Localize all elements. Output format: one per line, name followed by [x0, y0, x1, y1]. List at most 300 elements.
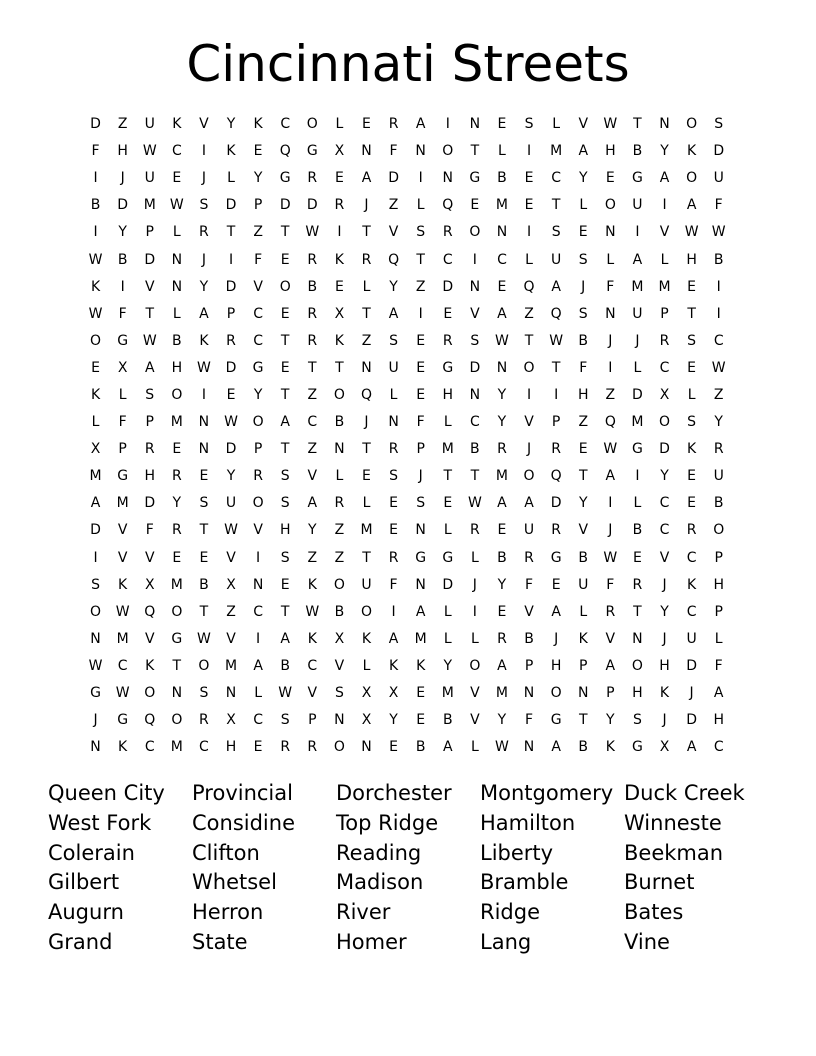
grid-letter: E	[334, 170, 344, 187]
grid-letter: G	[442, 359, 454, 376]
grid-letter: Y	[660, 468, 669, 485]
grid-letter: N	[469, 386, 481, 403]
grid-letter: J	[635, 332, 640, 349]
word-bank-item: Whetsel	[192, 870, 277, 895]
grid-letter: A	[442, 739, 453, 756]
grid-letter: Z	[334, 522, 345, 539]
grid-letter: C	[171, 143, 182, 160]
grid-letter: W	[495, 739, 509, 756]
grid-letter: H	[279, 522, 291, 539]
grid-letter: M	[631, 414, 644, 431]
grid-letter: T	[633, 603, 642, 620]
grid-letter: E	[687, 278, 697, 295]
grid-letter: V	[578, 116, 589, 133]
grid-letter: Q	[144, 712, 156, 729]
grid-row	[82, 301, 732, 328]
grid-letter: Z	[117, 116, 128, 133]
grid-letter: F	[389, 143, 398, 160]
grid-letter: N	[90, 739, 101, 756]
grid-letter: M	[224, 657, 238, 674]
grid-letter: V	[117, 549, 128, 566]
grid-letter: G	[252, 359, 264, 376]
grid-letter: L	[525, 251, 533, 268]
grid-letter: N	[361, 359, 372, 376]
grid-letter: U	[686, 630, 697, 647]
grid-letter: L	[470, 630, 479, 647]
grid-letter: T	[172, 657, 182, 674]
grid-letter: F	[606, 576, 615, 593]
grid-letter: E	[199, 549, 209, 566]
grid-letter: D	[144, 495, 156, 512]
grid-letter: Q	[550, 468, 562, 485]
grid-letter: R	[686, 522, 697, 539]
grid-letter: V	[659, 224, 670, 241]
grid-letter: B	[117, 251, 128, 268]
grid-letter: P	[524, 657, 534, 674]
word-bank-item: Augurn	[48, 900, 124, 925]
grid-letter: A	[144, 359, 155, 376]
grid-letter: O	[171, 603, 183, 620]
grid-letter: E	[416, 386, 426, 403]
grid-letter: N	[577, 685, 589, 702]
grid-letter: F	[91, 143, 100, 160]
grid-letter: E	[497, 116, 507, 133]
grid-letter: U	[361, 576, 372, 593]
grid-letter: N	[523, 685, 535, 702]
grid-letter: I	[93, 170, 98, 187]
grid-letter: K	[199, 332, 209, 349]
grid-letter: N	[415, 143, 426, 160]
grid-letter: B	[497, 549, 507, 566]
grid-letter: Y	[308, 522, 317, 539]
grid-letter: T	[470, 143, 480, 160]
grid-letter: C	[497, 251, 507, 268]
grid-letter: X	[334, 305, 345, 322]
grid-letter: C	[280, 116, 291, 133]
grid-letter: V	[144, 630, 155, 647]
grid-letter: S	[389, 468, 399, 485]
grid-letter: E	[687, 359, 697, 376]
grid-letter: J	[201, 170, 206, 187]
grid-letter: I	[418, 170, 423, 187]
grid-letter: H	[659, 657, 670, 674]
grid-letter: Z	[713, 386, 724, 403]
grid-letter: P	[145, 224, 154, 241]
grid-letter: Z	[307, 549, 318, 566]
word-bank-item: Reading	[336, 840, 422, 865]
grid-letter: Y	[660, 143, 669, 160]
grid-letter: A	[388, 630, 399, 647]
grid-letter: C	[253, 603, 263, 620]
grid-letter: I	[716, 278, 721, 295]
grid-letter: X	[361, 685, 372, 702]
grid-letter: B	[415, 739, 426, 756]
grid-letter: M	[170, 576, 183, 593]
word-bank-item: Colerain	[48, 840, 135, 865]
grid-letter: P	[714, 603, 723, 620]
word-bank-item: West Fork	[48, 810, 152, 835]
grid-row	[82, 517, 732, 544]
grid-letter: D	[442, 278, 454, 295]
grid-letter: E	[551, 576, 561, 593]
grid-letter: E	[497, 278, 507, 295]
grid-letter: S	[687, 414, 697, 431]
grid-letter: R	[713, 441, 724, 458]
grid-letter: U	[713, 170, 724, 187]
grid-letter: G	[171, 630, 183, 647]
grid-letter: K	[90, 278, 101, 295]
grid-letter: E	[605, 170, 615, 187]
grid-letter: A	[361, 170, 372, 187]
grid-letter: D	[713, 143, 725, 160]
grid-letter: G	[631, 441, 643, 458]
grid-letter: T	[308, 359, 317, 376]
grid-row	[82, 707, 732, 734]
grid-letter: S	[578, 305, 588, 322]
word-bank-item: Bramble	[480, 870, 569, 895]
grid-letter: Y	[660, 603, 669, 620]
grid-letter: T	[578, 712, 588, 729]
grid-letter: K	[118, 576, 128, 593]
grid-letter: L	[254, 685, 263, 702]
grid-letter: N	[225, 685, 237, 702]
grid-letter: W	[88, 657, 103, 674]
grid-letter: A	[415, 116, 426, 133]
grid-letter: T	[280, 332, 290, 349]
grid-letter: G	[631, 170, 643, 187]
grid-letter: J	[662, 712, 667, 729]
grid-letter: E	[362, 116, 371, 133]
grid-letter: G	[306, 143, 318, 160]
grid-letter: F	[525, 576, 534, 593]
grid-letter: O	[659, 414, 671, 431]
grid-letter: I	[201, 143, 206, 160]
grid-letter: O	[469, 224, 481, 241]
grid-letter: T	[199, 522, 209, 539]
grid-letter: O	[686, 116, 698, 133]
word-bank-item: Dorchester	[336, 781, 452, 805]
grid-letter: C	[469, 414, 480, 431]
grid-letter: B	[713, 251, 724, 268]
grid-letter: M	[116, 630, 129, 647]
grid-letter: E	[389, 739, 398, 756]
grid-letter: O	[198, 657, 210, 674]
grid-letter: L	[389, 386, 398, 403]
grid-letter: A	[388, 305, 399, 322]
grid-letter: L	[443, 414, 452, 431]
grid-letter: S	[199, 685, 209, 702]
grid-letter: L	[470, 549, 479, 566]
grid-letter: M	[550, 143, 563, 160]
grid-letter: X	[226, 576, 236, 593]
grid-letter: H	[171, 359, 183, 376]
grid-letter: R	[469, 522, 480, 539]
grid-letter: S	[578, 251, 588, 268]
grid-letter: L	[416, 197, 425, 214]
grid-letter: V	[578, 522, 589, 539]
grid-letter: W	[603, 549, 618, 566]
grid-letter: L	[606, 251, 615, 268]
grid-letter: N	[198, 414, 210, 431]
grid-letter: T	[551, 359, 561, 376]
grid-letter: U	[225, 495, 237, 512]
grid-letter: V	[307, 685, 318, 702]
grid-letter: O	[171, 386, 183, 403]
grid-letter: N	[442, 170, 453, 187]
grid-letter: A	[307, 495, 318, 512]
grid-letter: R	[361, 251, 372, 268]
word-bank-column	[624, 779, 768, 958]
word-bank-item: Considine	[192, 810, 295, 835]
grid-letter: R	[497, 441, 507, 458]
grid-letter: W	[603, 441, 618, 458]
grid-letter: G	[442, 549, 454, 566]
grid-letter: C	[442, 251, 453, 268]
grid-letter: N	[496, 359, 508, 376]
grid-letter: W	[142, 332, 157, 349]
grid-letter: Z	[361, 332, 372, 349]
grid-letter: S	[416, 495, 426, 512]
grid-letter: J	[689, 685, 694, 702]
grid-letter: D	[388, 170, 399, 187]
grid-row	[82, 328, 732, 355]
grid-letter: B	[578, 739, 589, 756]
word-bank-column	[192, 779, 336, 958]
grid-letter: I	[472, 603, 477, 620]
grid-letter: D	[225, 441, 237, 458]
grid-letter: B	[280, 657, 290, 674]
grid-letter: W	[549, 332, 564, 349]
grid-letter: T	[145, 305, 155, 322]
grid-letter: M	[441, 685, 454, 702]
grid-letter: E	[253, 739, 263, 756]
word-bank-item: Ridge	[480, 900, 541, 925]
word-bank-item: Duck Creek	[624, 781, 745, 805]
grid-row	[82, 382, 732, 409]
word-bank	[48, 779, 768, 958]
grid-letter: J	[608, 522, 613, 539]
grid-letter: E	[253, 143, 263, 160]
grid-letter: H	[713, 712, 724, 729]
grid-letter: C	[659, 522, 670, 539]
grid-letter: W	[115, 603, 130, 620]
grid-letter: W	[278, 685, 293, 702]
grid-letter: L	[660, 251, 669, 268]
grid-letter: O	[604, 197, 616, 214]
grid-letter: Z	[226, 603, 236, 620]
grid-letter: H	[550, 657, 562, 674]
grid-letter: P	[606, 685, 615, 702]
grid-letter: W	[305, 603, 320, 620]
grid-letter: K	[605, 739, 615, 756]
grid-letter: X	[361, 712, 372, 729]
grid-letter: W	[197, 630, 211, 647]
grid-letter: Y	[606, 712, 615, 729]
grid-letter: J	[364, 414, 369, 431]
grid-letter: W	[224, 522, 238, 539]
grid-letter: E	[389, 495, 398, 512]
grid-letter: A	[497, 495, 507, 512]
grid-letter: F	[714, 657, 723, 674]
grid-letter: R	[388, 116, 399, 133]
grid-row	[82, 653, 732, 680]
grid-row	[82, 463, 732, 490]
grid-letter: E	[334, 278, 344, 295]
grid-letter: E	[280, 359, 290, 376]
grid-letter: O	[333, 576, 345, 593]
grid-letter: X	[144, 576, 155, 593]
grid-letter: I	[635, 468, 640, 485]
word-bank-item: Homer	[336, 929, 407, 954]
grid-letter: T	[633, 116, 642, 133]
grid-letter: A	[524, 495, 534, 512]
grid-letter: V	[659, 549, 670, 566]
grid-letter: R	[605, 603, 616, 620]
grid-letter: F	[606, 278, 615, 295]
grid-letter: C	[253, 305, 263, 322]
grid-letter: C	[713, 332, 724, 349]
grid-letter: J	[472, 576, 477, 593]
grid-letter: L	[633, 359, 642, 376]
grid-letter: M	[658, 278, 671, 295]
grid-letter: Y	[497, 576, 507, 593]
grid-letter: A	[280, 414, 290, 431]
grid-letter: G	[117, 468, 129, 485]
word-bank-item: Herron	[192, 900, 264, 925]
grid-letter: A	[551, 278, 561, 295]
grid-letter: E	[172, 170, 182, 187]
grid-letter: I	[554, 386, 559, 403]
grid-letter: O	[523, 359, 535, 376]
grid-letter: D	[225, 359, 237, 376]
grid-letter: U	[632, 197, 643, 214]
grid-letter: K	[416, 657, 426, 674]
grid-letter: E	[199, 468, 209, 485]
grid-letter: K	[253, 116, 263, 133]
grid-letter: K	[659, 685, 670, 702]
grid-letter: C	[659, 495, 670, 512]
word-bank-item: Gilbert	[48, 870, 120, 895]
grid-letter: B	[713, 495, 724, 512]
word-bank-item: Top Ridge	[336, 810, 439, 835]
grid-letter: F	[525, 712, 534, 729]
grid-letter: S	[280, 549, 290, 566]
grid-letter: M	[631, 278, 644, 295]
grid-letter: Q	[144, 603, 156, 620]
grid-letter: L	[714, 630, 723, 647]
grid-letter: W	[142, 143, 157, 160]
grid-letter: H	[225, 739, 237, 756]
grid-letter: P	[308, 712, 317, 729]
grid-letter: D	[632, 386, 643, 403]
grid-letter: O	[171, 712, 183, 729]
grid-letter: P	[416, 441, 425, 458]
grid-letter: T	[362, 549, 371, 566]
grid-letter: U	[713, 468, 724, 485]
grid-letter: E	[416, 712, 426, 729]
grid-letter: N	[334, 712, 345, 729]
grid-letter: P	[253, 197, 263, 214]
grid-letter: S	[551, 224, 561, 241]
grid-letter: J	[554, 630, 559, 647]
grid-letter: F	[416, 414, 425, 431]
grid-letter: V	[307, 468, 318, 485]
grid-letter: G	[550, 549, 562, 566]
grid-letter: E	[497, 522, 507, 539]
grid-letter: T	[362, 224, 371, 241]
grid-letter: Q	[360, 386, 372, 403]
grid-letter: K	[334, 332, 344, 349]
grid-letter: Q	[550, 305, 562, 322]
grid-letter: R	[442, 224, 453, 241]
grid-letter: T	[470, 468, 480, 485]
grid-letter: T	[443, 468, 453, 485]
grid-letter: L	[579, 603, 588, 620]
grid-letter: B	[172, 332, 182, 349]
grid-letter: T	[687, 305, 696, 322]
grid-letter: L	[172, 224, 181, 241]
grid-letter: O	[523, 468, 535, 485]
grid-letter: C	[199, 739, 209, 756]
grid-letter: N	[469, 116, 481, 133]
grid-letter: D	[659, 441, 670, 458]
grid-letter: Y	[172, 495, 182, 512]
grid-letter: D	[279, 197, 291, 214]
grid-letter: R	[497, 630, 507, 647]
grid-letter: R	[659, 332, 670, 349]
grid-letter: I	[445, 116, 450, 133]
grid-letter: H	[686, 251, 697, 268]
grid-letter: K	[687, 576, 697, 593]
grid-letter: G	[631, 739, 643, 756]
grid-letter: N	[605, 305, 616, 322]
grid-letter: E	[470, 197, 480, 214]
grid-letter: A	[199, 305, 209, 322]
grid-letter: T	[524, 332, 534, 349]
grid-letter: Y	[389, 712, 398, 729]
grid-letter: N	[198, 441, 210, 458]
grid-letter: L	[633, 495, 642, 512]
grid-letter: E	[280, 305, 290, 322]
grid-letter: N	[171, 278, 183, 295]
grid-row	[82, 192, 732, 219]
grid-letter: D	[225, 278, 237, 295]
grid-letter: B	[632, 522, 643, 539]
grid-letter: P	[253, 441, 263, 458]
grid-letter: B	[442, 712, 453, 729]
grid-letter: K	[361, 630, 372, 647]
grid-letter: D	[90, 116, 101, 133]
grid-letter: E	[280, 576, 290, 593]
grid-letter: M	[170, 414, 183, 431]
grid-letter: T	[226, 224, 236, 241]
grid-letter: V	[253, 278, 263, 295]
grid-letter: E	[443, 495, 453, 512]
grid-letter: C	[551, 170, 562, 187]
grid-letter: A	[578, 143, 589, 160]
grid-letter: F	[118, 414, 127, 431]
grid-letter: I	[256, 630, 261, 647]
grid-row	[82, 734, 732, 761]
grid-letter: I	[608, 495, 613, 512]
grid-letter: N	[171, 685, 183, 702]
grid-row	[82, 680, 732, 707]
grid-letter: B	[334, 603, 345, 620]
grid-letter: Y	[389, 278, 398, 295]
grid-letter: Y	[226, 468, 236, 485]
word-bank-item: Clifton	[192, 840, 260, 865]
grid-letter: H	[632, 685, 643, 702]
